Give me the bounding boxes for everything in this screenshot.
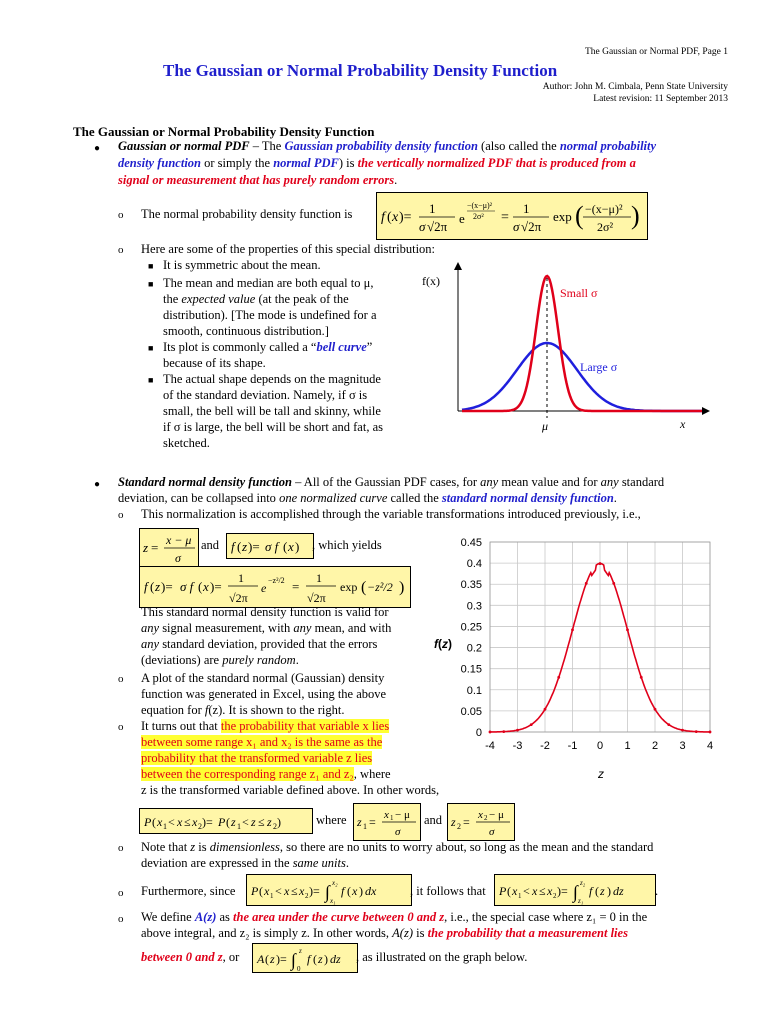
- svg-text:σ: σ: [419, 219, 426, 234]
- chart-xtick-label: -4: [485, 740, 495, 752]
- svg-text:): ): [277, 815, 281, 829]
- sketch-xlabel: x: [680, 417, 686, 431]
- svg-text:): ): [631, 201, 640, 230]
- sketch-mu-label: μ: [542, 419, 549, 433]
- prop-depends-line2: of the standard deviation. Namely, if σ is: [163, 388, 368, 402]
- z-transform-equation: [140, 529, 198, 567]
- valid-line4: (deviations) are purely random.: [141, 653, 299, 667]
- chart-xtick-label: -2: [540, 740, 550, 752]
- svg-text:f: f: [381, 210, 385, 225]
- prop-depends-line5: sketched.: [163, 436, 210, 450]
- prop-symmetric: It is symmetric about the mean.: [163, 258, 321, 272]
- prop-depends-line3: small, the bell will be tall and skinny, while: [163, 404, 381, 418]
- valid-line3: any standard deviation, provided that the errors: [141, 637, 378, 651]
- svg-text:P: P: [218, 815, 226, 829]
- chart-xtick-label: 3: [679, 740, 686, 752]
- svg-text:2: 2: [484, 814, 488, 822]
- chart-point: [709, 731, 712, 734]
- svg-text:=: =: [369, 815, 376, 829]
- z-transform-box: [139, 528, 199, 568]
- chart-point: [612, 582, 615, 585]
- chart-ytick-label: 0: [475, 727, 482, 739]
- probability-line1: It turns out that the probability that variable x lies: [141, 719, 390, 733]
- svg-text:z₂: z₂: [580, 879, 586, 887]
- svg-text:z: z: [357, 815, 362, 829]
- svg-text:z: z: [600, 884, 605, 898]
- chart-xtick-label: 4: [706, 740, 714, 752]
- chart-point: [530, 723, 533, 726]
- svg-text:∫: ∫: [325, 882, 330, 902]
- svg-text:σ f: σ f: [265, 539, 279, 554]
- normal-pdf-equation: [377, 193, 647, 239]
- y-axis-arrow: [454, 262, 462, 270]
- which-yields-text: , which yields: [312, 538, 382, 552]
- period-text: .: [655, 884, 659, 898]
- chart-point: [516, 729, 519, 732]
- revision-line: Latest revision: 11 September 2013: [593, 94, 728, 104]
- svg-text:): ): [324, 952, 328, 966]
- svg-text:(: (: [387, 210, 392, 225]
- chart-point: [599, 562, 602, 565]
- svg-text:)=: )=: [276, 952, 287, 966]
- sub-bullet: o: [118, 842, 124, 854]
- furthermore-text: Furthermore, since: [141, 884, 236, 898]
- svg-text:≤: ≤: [539, 884, 546, 898]
- svg-text:f: f: [341, 884, 345, 898]
- svg-text:): ): [359, 884, 363, 898]
- svg-text:√2π: √2π: [427, 219, 448, 234]
- svg-text:2: 2: [305, 892, 309, 900]
- chart-ytick-label: 0.45: [460, 537, 482, 549]
- chart-point: [557, 676, 560, 679]
- svg-text:dz: dz: [613, 884, 624, 898]
- large-sigma-label: Large σ: [580, 360, 618, 374]
- svg-text:e: e: [459, 211, 465, 226]
- integral-z-equation: [495, 875, 655, 905]
- chart-xtick-label: -3: [512, 740, 523, 752]
- chart-ytick-label: 0.05: [460, 705, 482, 718]
- define-az-line2: above integral, and z₂ is simply z. In other words, A(z) is the probability that a measurement lies: [141, 926, 628, 940]
- chart-point: [502, 730, 505, 733]
- chart-ytick-label: 0.25: [460, 621, 482, 634]
- svg-text:√2π: √2π: [521, 219, 542, 234]
- prop-depends-line4: if σ is large, the bell will be short and fat, as: [163, 420, 383, 434]
- svg-text:x: x: [264, 884, 270, 898]
- svg-text:∫: ∫: [291, 950, 296, 970]
- sketch-ylabel: f(x): [422, 274, 440, 288]
- svg-text:x: x: [157, 815, 163, 829]
- integral-x-box: [246, 874, 412, 906]
- svg-text:1: 1: [518, 892, 522, 900]
- svg-text:)=: )=: [399, 210, 412, 225]
- svg-text:σ: σ: [175, 551, 181, 565]
- svg-text:(: (: [150, 579, 155, 594]
- svg-text:σ: σ: [489, 826, 495, 838]
- svg-text:x₁: x₁: [330, 897, 336, 905]
- excel-plot-line2: function was generated in Excel, using the above: [141, 687, 387, 701]
- svg-text:(: (: [226, 815, 230, 829]
- probability-line3: probability that the transformed variable z lies: [141, 751, 373, 765]
- square-bullet: ■: [148, 261, 154, 271]
- sub-bullet: o: [118, 721, 124, 733]
- dimensionless-line2: deviation are expressed in the same units.: [141, 856, 349, 870]
- normal-pdf-intro: The normal probability density function is: [141, 207, 353, 221]
- svg-text:z: z: [251, 815, 256, 829]
- svg-text:(: (: [259, 884, 263, 898]
- svg-text:x: x: [177, 815, 183, 829]
- svg-text:exp: exp: [340, 580, 358, 594]
- chart-point: [667, 723, 670, 726]
- dimensionless-line1: Note that z is dimensionless, so there are no units to worry about, so long as the mean and the standard: [141, 840, 654, 854]
- define-az-line3-a: between 0 and z, or: [141, 950, 240, 964]
- prop-depends-line1: The actual shape depends on the magnitude: [163, 372, 381, 386]
- svg-text:σ: σ: [395, 826, 401, 838]
- svg-text:σ: σ: [513, 219, 520, 234]
- chart-point: [640, 676, 643, 679]
- sub-bullet: o: [118, 673, 124, 685]
- svg-text:dx: dx: [365, 884, 377, 898]
- svg-text:=: =: [292, 579, 300, 594]
- svg-text:x: x: [392, 210, 399, 225]
- integral-x-equation: [247, 875, 411, 905]
- svg-text:<: <: [523, 884, 530, 898]
- svg-text:≤: ≤: [258, 815, 265, 829]
- svg-text:−(x−μ)²: −(x−μ)²: [467, 201, 493, 210]
- fz-transform-equation: [227, 534, 313, 558]
- sub-bullet: o: [118, 913, 124, 925]
- probability-line5: z is the transformed variable defined above. In other words,: [141, 783, 440, 797]
- svg-text:(: (: [507, 884, 511, 898]
- svg-text:f: f: [307, 952, 311, 966]
- svg-text:1: 1: [429, 201, 436, 216]
- z2-equation: [448, 804, 514, 840]
- and-text-2: and: [424, 813, 443, 827]
- chart-ytick-label: 0.35: [460, 579, 482, 592]
- term-gaussian-pdf-blue: Gaussian probability density function: [284, 139, 478, 153]
- probability-equality-box: [139, 808, 313, 834]
- sub-bullet: o: [118, 887, 124, 899]
- valid-line2: any signal measurement, with any mean, and with: [141, 621, 392, 635]
- svg-text:P: P: [144, 815, 152, 829]
- svg-text:)=: )=: [202, 815, 213, 829]
- az-integral-box: [252, 943, 358, 973]
- svg-text:x − μ: x − μ: [166, 533, 192, 547]
- svg-text:1: 1: [237, 822, 241, 831]
- svg-text:1: 1: [238, 571, 244, 585]
- prop-mean-median: The mean and median are both equal to μ,: [163, 276, 374, 290]
- svg-text:− μ: − μ: [489, 809, 504, 821]
- svg-text:≤: ≤: [291, 884, 298, 898]
- svg-text:z₁: z₁: [578, 897, 584, 905]
- svg-text:− μ: − μ: [395, 809, 410, 821]
- fz-transform-box: [226, 533, 314, 559]
- svg-text:x: x: [512, 884, 518, 898]
- excel-plot-line3: equation for f(z). It is shown to the right.: [141, 703, 345, 717]
- svg-text:(: (: [361, 579, 367, 596]
- standard-normal-paragraph: Standard normal density function – All of the Gaussian PDF cases, for any mean value and for any standard: [118, 475, 665, 489]
- svg-text:P: P: [251, 884, 259, 898]
- term-gaussian-pdf: Gaussian or normal PDF: [118, 139, 250, 153]
- probability-equality-equation: [140, 809, 312, 833]
- large-sigma-curve: [462, 343, 702, 411]
- svg-text:x: x: [532, 884, 538, 898]
- svg-text:x: x: [288, 539, 294, 554]
- chart-ylabel: f(z): [434, 637, 452, 651]
- svg-text:)=: )=: [248, 539, 260, 554]
- svg-text:2: 2: [553, 892, 557, 900]
- chart-point: [654, 708, 657, 711]
- and-text: and: [201, 538, 220, 552]
- chart-xtick-label: -1: [567, 740, 578, 752]
- svg-text:∫: ∫: [573, 882, 578, 902]
- svg-text:z: z: [267, 815, 272, 829]
- bell-curve-sketch: [412, 258, 712, 438]
- integral-z-box: [494, 874, 659, 906]
- prop-shape-line: because of its shape.: [163, 356, 266, 370]
- svg-text:2σ²: 2σ²: [597, 220, 614, 234]
- svg-text:=: =: [151, 540, 159, 555]
- gaussian-pdf-paragraph-line3: signal or measurement that has purely random errors.: [118, 173, 398, 187]
- svg-text:x: x: [299, 884, 305, 898]
- normalization-line: This normalization is accomplished through the variable transformations introduced previously, i.e.,: [141, 507, 641, 521]
- svg-text:P: P: [499, 884, 507, 898]
- x-axis-arrow: [702, 407, 710, 415]
- svg-text:)=: )=: [309, 884, 320, 898]
- prop-smooth-line: smooth, continuous distribution.]: [163, 324, 329, 338]
- svg-text:2: 2: [273, 822, 277, 831]
- standard-normal-chart: [420, 532, 720, 782]
- bullet-dot: ●: [94, 143, 101, 154]
- svg-text:): ): [607, 884, 611, 898]
- svg-text:1: 1: [390, 814, 394, 822]
- svg-text:)=: )=: [161, 579, 173, 594]
- svg-text:1: 1: [363, 822, 367, 831]
- sub-bullet: o: [118, 209, 124, 221]
- gaussian-pdf-paragraph: Gaussian or normal PDF – The Gaussian probability density function (also called the normal probability: [118, 139, 657, 153]
- svg-text:z: z: [155, 579, 161, 594]
- chart-ytick-label: 0.3: [466, 600, 482, 613]
- svg-text:(: (: [595, 884, 599, 898]
- chart-xlabel: z: [598, 767, 604, 781]
- square-bullet: ■: [148, 279, 154, 289]
- standard-normal-paragraph-line2: deviation, can be collapsed into one normalized curve called the standard normal density function.: [118, 491, 617, 505]
- svg-text:x: x: [478, 809, 483, 821]
- svg-text:x: x: [284, 884, 290, 898]
- z1-box: [353, 803, 421, 841]
- chart-point: [571, 628, 574, 631]
- svg-text:2: 2: [198, 822, 202, 831]
- prop-expected-value: the expected value (at the peak of the: [163, 292, 349, 306]
- svg-text:(: (: [237, 539, 242, 554]
- svg-text:<: <: [275, 884, 282, 898]
- svg-text:(: (: [152, 815, 156, 829]
- svg-text:): ): [295, 539, 300, 554]
- svg-text:z: z: [143, 540, 149, 555]
- chart-point: [489, 731, 492, 734]
- z2-box: [447, 803, 515, 841]
- svg-text:): ): [399, 579, 405, 596]
- chart-ytick-label: 0.2: [466, 642, 482, 655]
- valid-line1: This standard normal density function is valid for: [141, 605, 389, 619]
- prop-bell-curve: Its plot is commonly called a “bell curve”: [163, 340, 373, 354]
- svg-text:(: (: [347, 884, 351, 898]
- svg-text:exp: exp: [553, 209, 572, 224]
- svg-text:z: z: [318, 952, 323, 966]
- svg-text:(: (: [198, 579, 203, 594]
- chart-point: [695, 730, 698, 733]
- excel-plot-line1: A plot of the standard normal (Gaussian) density: [141, 671, 385, 685]
- z1-equation: [354, 804, 420, 840]
- svg-text:2: 2: [457, 822, 461, 831]
- svg-text:)=: )=: [557, 884, 568, 898]
- define-az-line1: We define A(z) as the area under the curve between 0 and z, i.e., the special case where z₁ = 0 in the: [141, 910, 648, 924]
- svg-text:x: x: [547, 884, 553, 898]
- chart-ytick-label: 0.4: [466, 558, 482, 571]
- chart-xtick-label: 2: [651, 740, 659, 752]
- svg-text:z: z: [299, 947, 302, 955]
- svg-text:1: 1: [316, 571, 322, 585]
- svg-text:(: (: [283, 539, 288, 554]
- page-title: The Gaussian or Normal Probability Density Function: [163, 61, 558, 80]
- section-heading: The Gaussian or Normal Probability Density Function: [73, 124, 375, 139]
- probability-line2: between some range x₁ and x₂ is the same as the: [141, 735, 383, 749]
- svg-text:√2π: √2π: [307, 591, 326, 605]
- svg-text:0: 0: [297, 965, 301, 972]
- svg-text:z: z: [451, 815, 456, 829]
- chart-point: [544, 708, 547, 711]
- author-line: Author: John M. Cimbala, Penn State University: [542, 82, 728, 92]
- svg-text:=: =: [501, 210, 509, 225]
- svg-text:f: f: [144, 579, 148, 594]
- square-bullet: ■: [148, 343, 154, 353]
- svg-text:x: x: [192, 815, 198, 829]
- svg-text:=: =: [463, 815, 470, 829]
- svg-text:<: <: [242, 815, 249, 829]
- svg-text:f: f: [231, 539, 235, 554]
- svg-text:1: 1: [523, 201, 530, 216]
- svg-text:(: (: [575, 201, 584, 230]
- chart-point: [626, 628, 629, 631]
- svg-text:(: (: [265, 952, 269, 966]
- prop-mode-line: distribution). [The mode is undefined for a: [163, 308, 377, 322]
- svg-text:z: z: [242, 539, 248, 554]
- properties-intro: Here are some of the properties of this special distribution:: [141, 242, 436, 256]
- svg-text:A: A: [257, 952, 265, 966]
- small-sigma-label: Small σ: [560, 286, 598, 300]
- chart-point: [681, 729, 684, 732]
- square-bullet: ■: [148, 375, 154, 385]
- it-follows-text: , it follows that: [410, 884, 486, 898]
- where-text: where: [316, 813, 347, 827]
- svg-text:x: x: [203, 579, 209, 594]
- probability-line4: between the corresponding range z₁ and z₂, where: [141, 767, 391, 781]
- az-integral-equation: [253, 944, 357, 972]
- svg-text:x: x: [352, 884, 358, 898]
- page-label: The Gaussian or Normal PDF, Page 1: [584, 47, 728, 57]
- svg-text:z: z: [231, 815, 236, 829]
- bullet-dot: ●: [94, 479, 101, 490]
- svg-text:z: z: [270, 952, 275, 966]
- sub-bullet: o: [118, 509, 124, 521]
- normal-pdf-equation-box: [376, 192, 648, 240]
- svg-text:)=: )=: [210, 579, 222, 594]
- chart-xtick-label: 0: [596, 740, 604, 752]
- svg-text:σ f: σ f: [180, 579, 194, 594]
- define-az-line3-b: , as illustrated on the graph below.: [356, 950, 528, 964]
- standard-normal-equation: [140, 567, 410, 607]
- gaussian-pdf-paragraph-line2: density function or simply the normal PDF) is the vertically normalized PDF that is produced from a: [118, 156, 636, 170]
- svg-text:2σ²: 2σ²: [473, 212, 484, 221]
- svg-text:−(x−μ)²: −(x−μ)²: [585, 202, 623, 216]
- svg-text:−z²/2: −z²/2: [268, 576, 285, 585]
- svg-text:e: e: [261, 581, 267, 595]
- svg-text:f: f: [589, 884, 593, 898]
- svg-text:≤: ≤: [184, 815, 191, 829]
- svg-text:−z²/2: −z²/2: [367, 580, 393, 594]
- svg-text:x₂: x₂: [332, 879, 338, 887]
- svg-text:x: x: [384, 809, 389, 821]
- svg-text:1: 1: [163, 822, 167, 831]
- svg-text:(: (: [313, 952, 317, 966]
- svg-text:dz: dz: [330, 952, 341, 966]
- sub-bullet: o: [118, 244, 124, 256]
- chart-xtick-label: 1: [624, 740, 631, 752]
- svg-text:1: 1: [270, 892, 274, 900]
- svg-text:√2π: √2π: [229, 591, 248, 605]
- svg-text:<: <: [168, 815, 175, 829]
- standard-normal-equation-box: [139, 566, 411, 608]
- chart-ytick-label: 0.15: [460, 663, 482, 676]
- chart-point: [585, 582, 588, 585]
- chart-ytick-label: 0.1: [466, 684, 482, 697]
